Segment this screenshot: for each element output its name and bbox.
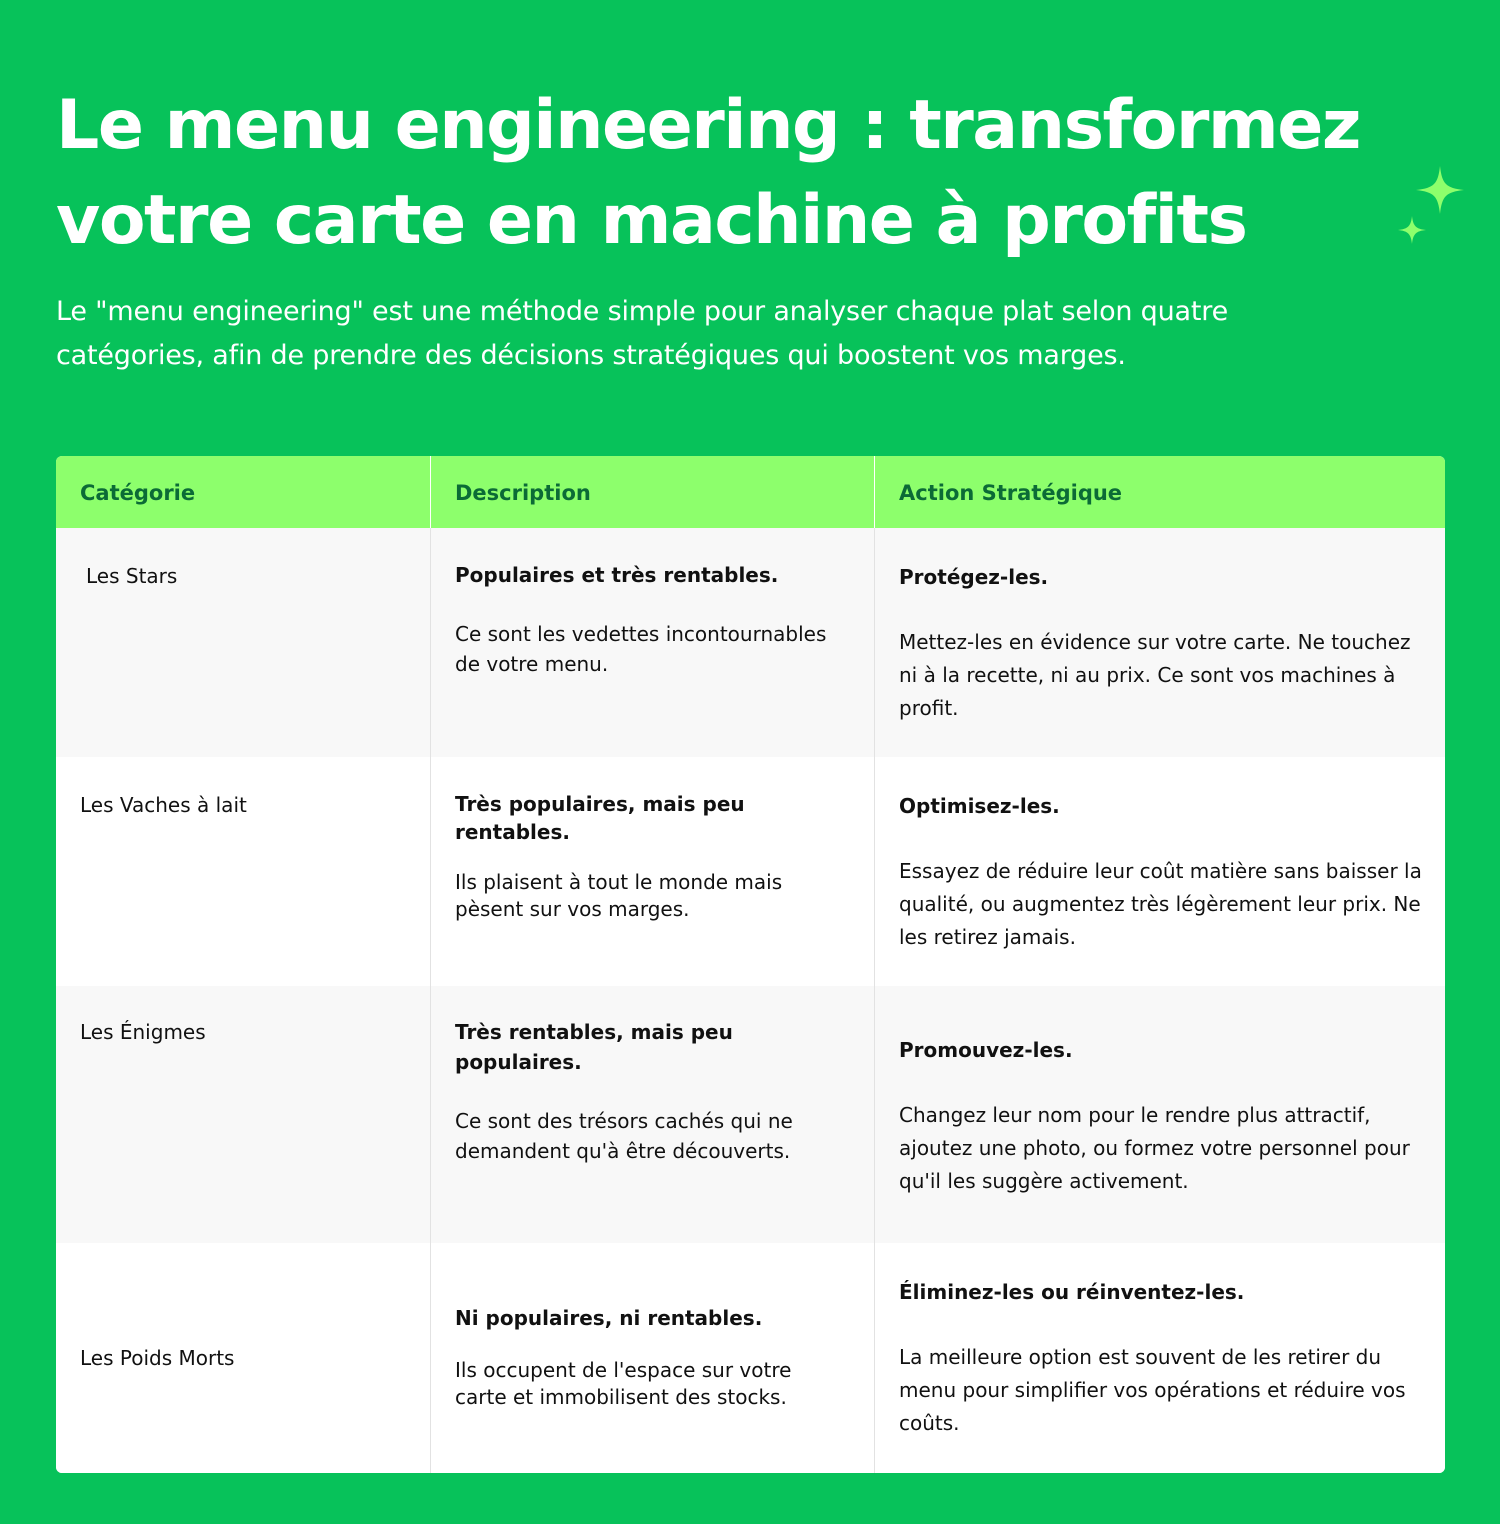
description-text: Ils plaisent à tout le monde mais pèsent sur vos marges. [455,870,783,921]
title-line-1: Le menu engineering : transformez [56,86,1360,165]
description-text: Ils occupent de l'espace sur votre carte et immobilisent des stocks. [455,1358,792,1409]
title-line-2: votre carte en machine à profits [56,181,1247,260]
category-name: Les Vaches à lait [80,793,247,817]
subtitle-line-1: Le "menu engineering" est une méthode simple pour analyser chaque plat selon quatre [56,296,1228,327]
header-cell-description [430,456,874,528]
category-name: Les Poids Morts [80,1346,235,1370]
page-subtitle [56,290,1456,378]
description-title: Ni populaires, ni rentables. [455,1306,763,1330]
action-text: Essayez de réduire leur coût matière sans baisser la qualité, ou augmentez très légèrement leur prix. Ne les retirez jamais. [899,859,1422,949]
subtitle-line-2: catégories, afin de prendre des décisions stratégiques qui boostent vos marges. [56,340,1126,371]
description-title: Très rentables, mais peu populaires. [455,1020,733,1074]
action-text: La meilleure option est souvent de les retirer du menu pour simplifier vos opérations et réduire vos coûts. [899,1345,1406,1435]
table-row [56,986,1445,1243]
category-name: Les Stars [86,564,178,588]
description-title: Très populaires, mais peu rentables. [455,792,745,844]
column-header-action: Action Stratégique [899,481,1123,505]
column-header-category: Catégorie [80,481,196,505]
action-cell [874,757,1445,986]
description-cell [430,528,874,757]
category-name: Les Énigmes [80,1020,206,1044]
category-cell [56,1243,430,1473]
description-text: Ce sont les vedettes incontournables de votre menu. [455,622,827,676]
table-row [56,757,1445,986]
column-header-description: Description [455,481,591,505]
sparkle-icon [1392,164,1472,254]
category-cell [56,986,430,1243]
header-cell-category [56,456,430,528]
action-title: Protégez-les. [899,565,1049,589]
action-cell [874,528,1445,757]
category-cell [56,528,430,757]
action-cell [874,986,1445,1243]
action-title: Optimisez-les. [899,794,1060,818]
table-row [56,1243,1445,1473]
action-title: Promouvez-les. [899,1038,1073,1062]
action-cell [874,1243,1445,1473]
description-cell [430,986,874,1243]
page-title [56,78,1376,268]
action-text: Changez leur nom pour le rendre plus attractif, ajoutez une photo, ou formez votre personnel pour qu'il les suggère activement. [899,1103,1410,1193]
description-title: Populaires et très rentables. [455,563,779,587]
action-title: Éliminez-les ou réinventez-les. [899,1280,1245,1304]
table-row [56,528,1445,757]
description-cell [430,1243,874,1473]
table-header-row [56,456,1445,528]
header-cell-action [874,456,1445,528]
description-cell [430,757,874,986]
category-cell [56,757,430,986]
description-text: Ce sont des trésors cachés qui ne demandent qu'à être découverts. [455,1109,793,1163]
action-text: Mettez-les en évidence sur votre carte. Ne touchez ni à la recette, ni au prix. Ce sont vos machines à profit. [899,630,1411,720]
menu-engineering-table [56,456,1445,1473]
